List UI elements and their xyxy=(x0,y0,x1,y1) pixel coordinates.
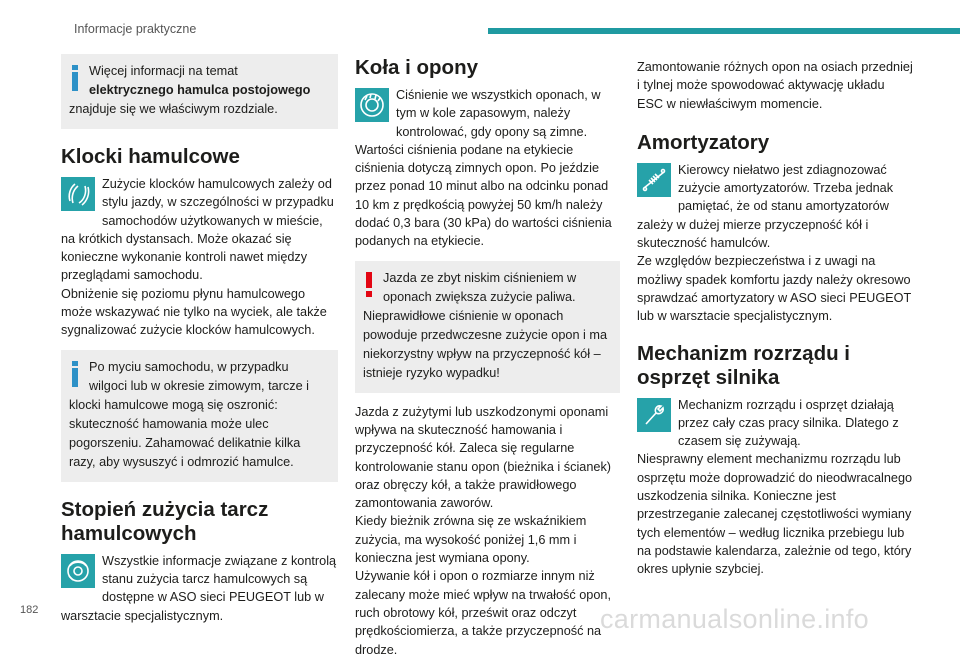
brake-pads-text: Zużycie klocków hamulcowych zależy od stylu jazdy, w szczególności w przypadku samochodów użytkowanych w mieście, na krótkich dystansach. Może okazać się konieczne wykonanie kontroli nawet między przeglądami samochodu. xyxy=(61,177,334,283)
brake-pads-icon xyxy=(61,177,95,211)
shocks-text-2: Ze względów bezpieczeństwa i z uwagi na możliwy spadek komfortu jazdy należy okresowo sprawdzać amortyzatory w ASO sieci PEUGEOT lub w warsztacie specjalistycznym. xyxy=(637,254,912,324)
note-text-bold: elektrycznego hamulca postojowego xyxy=(89,83,311,97)
wheels-text-4: Kiedy bieżnik zrówna się ze wskaźnikiem zużycia, ma wysokość poniżej 1,6 mm i konieczna jest wymiana opony. xyxy=(355,514,587,566)
column-left xyxy=(61,46,338,625)
timing-text: Mechanizm rozrządu i osprzęt działają przez cały czas pracy silnika. Dlatego z czasem się zużywają. xyxy=(678,397,899,449)
tyre-icon xyxy=(355,88,389,122)
brake-pads-body xyxy=(61,175,338,340)
watermark-text: carmanualsonline.info xyxy=(600,604,869,634)
section-title-disc-wear xyxy=(61,498,338,546)
shocks-body xyxy=(637,161,913,326)
warning-icon xyxy=(363,272,375,298)
section-title-shocks: Amortyzatory xyxy=(637,130,770,154)
wheels-text-3: Jazda z zużytymi lub uszkodzonymi oponami wpływa na skuteczność hamowania i przyczepność kół. Zaleca się regularne kontrolowanie stanu opon (bieżnika i ścianek) oraz obręczy kół, a także prawidłowego zamontowania zaworów. xyxy=(355,404,612,511)
page-number: 182 xyxy=(20,604,39,616)
info-icon xyxy=(69,65,81,91)
column-middle xyxy=(355,46,620,659)
wheels-text-2: Wartości ciśnienia podane na etykiecie ciśnienia dotyczą zimnych opon. Po jeździe przez ponad 10 minut albo na odcinku ponad 10 km z prędkością powyżej 50 km/h należy dodać 0,3 bara (30 kPa) do wartości ciśnienia podanych na etykiecie. xyxy=(355,142,612,249)
brake-disc-icon xyxy=(61,554,95,588)
info-note-washing xyxy=(61,350,338,482)
title-line: Stopień zużycia tarcz xyxy=(61,497,269,521)
section-title-brake-pads: Klocki hamulcowe xyxy=(61,145,240,168)
title-line: Mechanizm rozrządu i xyxy=(637,341,851,365)
esc-text: Zamontowanie różnych opon na osiach przedniej i tylnej może spowodować aktywację układu ESC w niewłaściwym momencie. xyxy=(637,60,913,111)
page-header-title: Informacje praktyczne xyxy=(74,22,197,36)
section-title-timing xyxy=(637,342,913,390)
wheels-text-5: Używanie kół i opon o rozmiarze innym niż zalecany może mieć wpływ na trwałość opon, ruch obrotowy kół, prześwit oraz odczyt prędkościomierza, a także przyczepność na drodze. xyxy=(355,569,611,657)
warning-text: Jazda ze zbyt niskim ciśnieniem w oponach zwiększa zużycie paliwa. Nieprawidłowe ciśnienie w oponach powoduje przedwczesne zużycie opon i ma niekorzystny wpływ na przyczepność kół – istnieje ryzyko wypadku! xyxy=(363,270,608,380)
wheels-body xyxy=(355,86,620,251)
section-title-wheels: Koła i opony xyxy=(355,56,478,79)
title-line: osprzęt silnika xyxy=(637,365,780,389)
timing-text-2: Niesprawny element mechanizmu rozrządu lub osprzętu może doprowadzić do nieodwracalnego uszkodzenia silnika. Konieczne jest przestrzeganie zalecanej częstotliwości wymiany tych elementów – według licznika przebiegu lub na podstawie kalendarza, zależnie od tego, który okres upłynie szybciej. xyxy=(637,452,913,577)
wheels-text: Ciśnienie we wszystkich oponach, w tym w kole zapasowym, należy kontrolować, gdy opony są zimne. xyxy=(396,88,601,139)
shocks-text: Kierowcy niełatwo jest zdiagnozować zużycie amortyzatorów. Trzeba jednak pamiętać, że od stanu amortyzatorów zależy w dużej mierze przyczepność kół i skuteczność hamulców. xyxy=(637,162,894,251)
disc-wear-body xyxy=(61,552,338,625)
shock-absorber-icon xyxy=(637,163,671,197)
info-icon xyxy=(69,361,81,387)
column-right xyxy=(637,46,913,579)
disc-wear-text: Wszystkie informacje związane z kontrolą stanu zużycia tarcz hamulcowych są dostępne w ASO sieci PEUGEOT lub w warsztacie specjalistycznym. xyxy=(61,553,337,623)
timing-body xyxy=(637,396,913,579)
note-text: Po myciu samochodu, w przypadku wilgoci lub w okresie zimowym, tarcze i klocki hamulcowe mogą się oszronić: skuteczność hamowania może ulec pogorszeniu. Zahamować delikatnie kilka razy, aby wysuszyć i odmrozić hamulce. xyxy=(69,359,309,469)
note-text-line: Więcej informacji na temat xyxy=(89,64,238,78)
wrench-icon xyxy=(637,398,671,432)
header-accent-bar xyxy=(488,28,960,34)
info-note-parking-brake xyxy=(61,54,338,129)
brake-pads-text-2: Obniżenie się poziomu płynu hamulcowego może wskazywać nie tylko na wyciek, ale także sygnalizować zużycie klocków hamulcowych. xyxy=(61,286,327,338)
note-text-line: znajduje się we właściwym rozdziale. xyxy=(69,102,278,116)
title-line: hamulcowych xyxy=(61,521,197,545)
warning-note-pressure xyxy=(355,261,620,393)
